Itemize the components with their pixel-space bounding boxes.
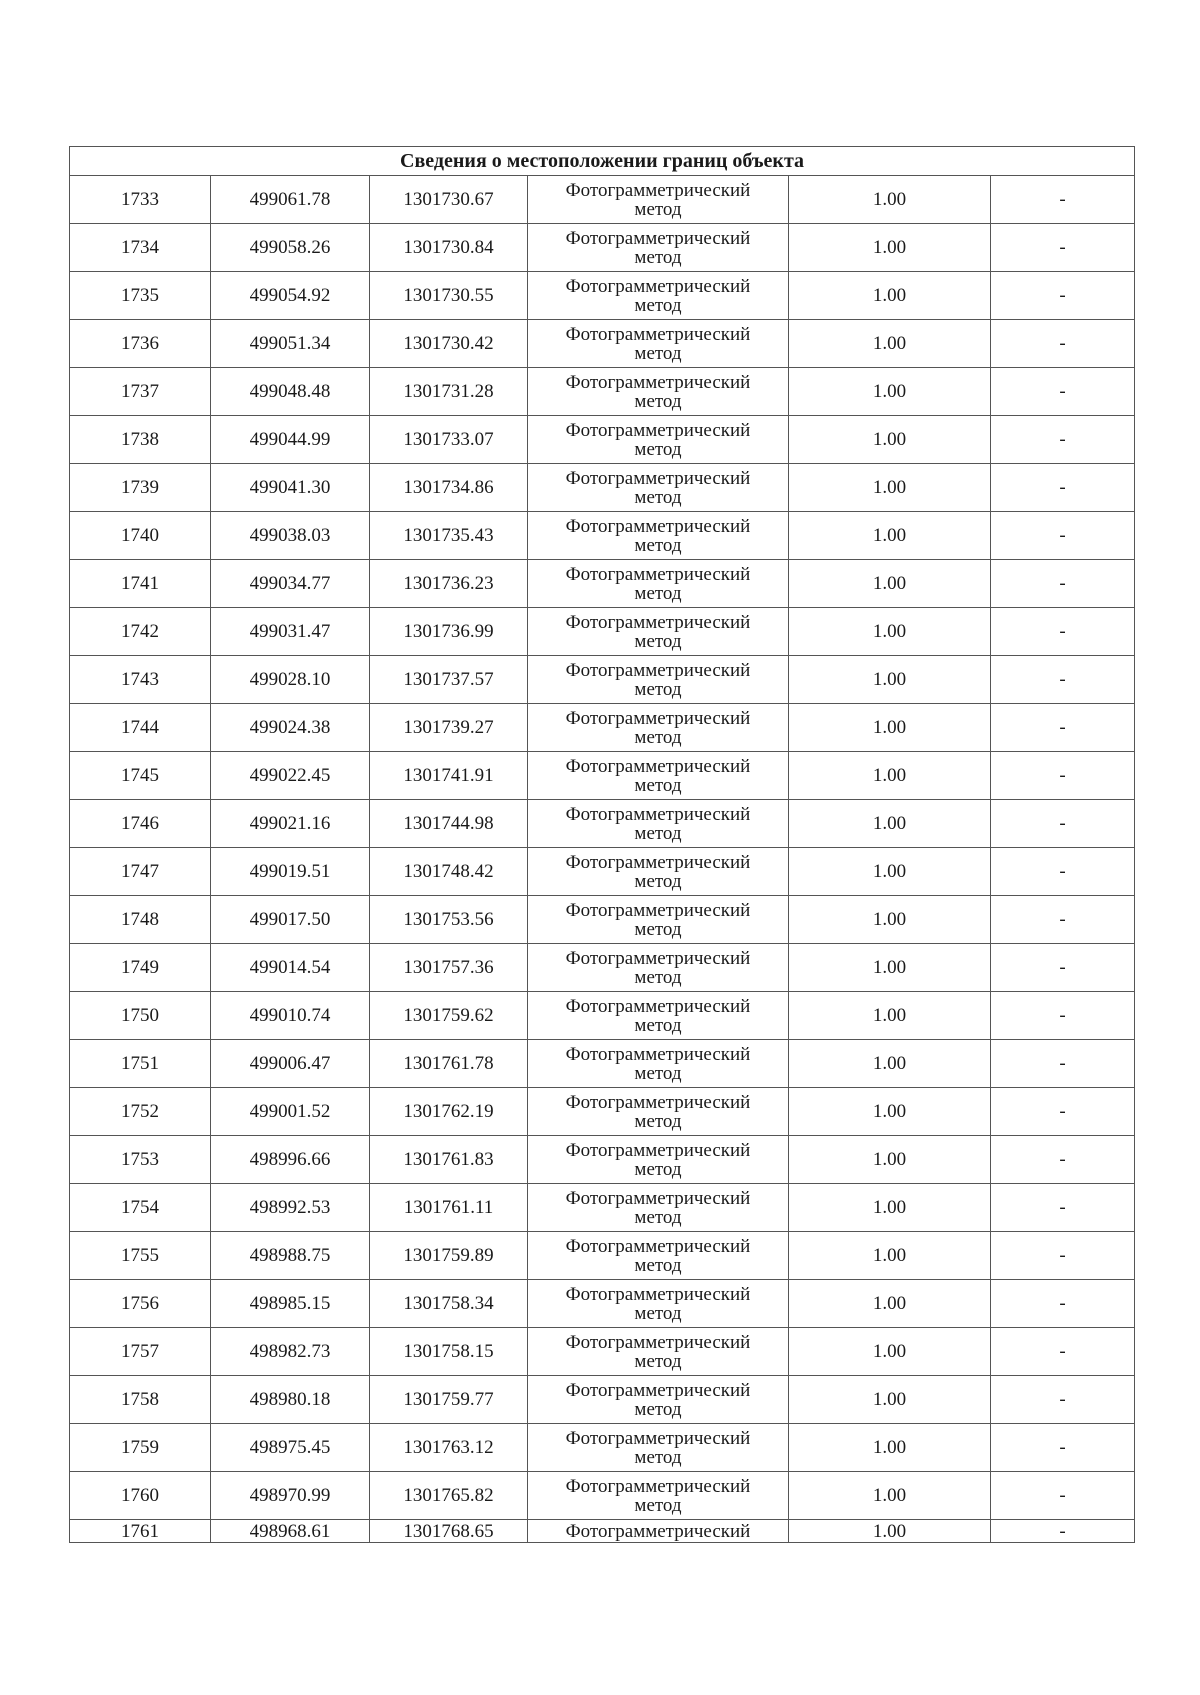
method-cell xyxy=(528,1376,789,1424)
method-text-line2: метод xyxy=(634,1158,682,1180)
method-text-line1: Фотограмметрический xyxy=(565,515,751,537)
method-text-line2: метод xyxy=(634,1110,682,1132)
x-coordinate-cell: 499058.26 xyxy=(211,224,370,272)
method-text-line1: Фотограмметрический xyxy=(565,803,751,825)
method-text-line2: метод xyxy=(634,678,682,700)
method-text-line1: Фотограмметрический xyxy=(565,1187,751,1209)
method-cell xyxy=(528,656,789,704)
x-coordinate-cell: 499038.03 xyxy=(211,512,370,560)
method-cell xyxy=(528,1424,789,1472)
description-cell: - xyxy=(991,656,1135,704)
accuracy-cell: 1.00 xyxy=(789,1280,991,1328)
description-cell: - xyxy=(991,752,1135,800)
point-number-cell: 1737 xyxy=(70,368,211,416)
method-cell xyxy=(528,608,789,656)
point-number-cell: 1736 xyxy=(70,320,211,368)
method-text-line2: метод xyxy=(634,774,682,796)
y-coordinate-cell: 1301765.82 xyxy=(370,1472,528,1520)
table-row xyxy=(70,896,1135,944)
x-coordinate-cell: 499051.34 xyxy=(211,320,370,368)
x-coordinate-cell: 499017.50 xyxy=(211,896,370,944)
point-number-cell: 1741 xyxy=(70,560,211,608)
x-coordinate-cell: 498992.53 xyxy=(211,1184,370,1232)
table-row xyxy=(70,704,1135,752)
description-cell: - xyxy=(991,1184,1135,1232)
table-row xyxy=(70,272,1135,320)
point-number-cell: 1750 xyxy=(70,992,211,1040)
x-coordinate-cell: 499054.92 xyxy=(211,272,370,320)
method-text-line2: метод xyxy=(634,1350,682,1372)
method-text-line1: Фотограмметрический xyxy=(565,371,751,393)
x-coordinate-cell: 498980.18 xyxy=(211,1376,370,1424)
method-text-line1: Фотограмметрический xyxy=(565,323,751,345)
method-cell xyxy=(528,1232,789,1280)
description-cell: - xyxy=(991,1232,1135,1280)
method-cell xyxy=(528,416,789,464)
table-row xyxy=(70,1184,1135,1232)
point-number-cell: 1757 xyxy=(70,1328,211,1376)
x-coordinate-cell: 499031.47 xyxy=(211,608,370,656)
method-cell xyxy=(528,704,789,752)
description-cell: - xyxy=(991,992,1135,1040)
method-text-line1: Фотограмметрический xyxy=(565,611,751,633)
y-coordinate-cell: 1301758.15 xyxy=(370,1328,528,1376)
y-coordinate-cell: 1301757.36 xyxy=(370,944,528,992)
description-cell: - xyxy=(991,416,1135,464)
accuracy-cell: 1.00 xyxy=(789,1040,991,1088)
accuracy-cell: 1.00 xyxy=(789,1424,991,1472)
method-text-line2: метод xyxy=(634,1494,682,1516)
method-text-line1: Фотограмметрический xyxy=(565,995,751,1017)
y-coordinate-cell: 1301730.55 xyxy=(370,272,528,320)
method-cell xyxy=(528,512,789,560)
table-row xyxy=(70,944,1135,992)
x-coordinate-cell: 498968.61 xyxy=(211,1520,370,1543)
x-coordinate-cell: 499061.78 xyxy=(211,176,370,224)
method-text-line1: Фотограмметрический xyxy=(565,467,751,489)
x-coordinate-cell: 499014.54 xyxy=(211,944,370,992)
accuracy-cell: 1.00 xyxy=(789,1088,991,1136)
point-number-cell: 1745 xyxy=(70,752,211,800)
y-coordinate-cell: 1301753.56 xyxy=(370,896,528,944)
method-cell xyxy=(528,464,789,512)
method-text-line2: метод xyxy=(634,534,682,556)
method-cell xyxy=(528,176,789,224)
method-cell xyxy=(528,1472,789,1520)
method-text-line1: Фотограмметрический xyxy=(565,1043,751,1065)
method-text-line1: Фотограмметрический xyxy=(565,1427,751,1449)
y-coordinate-cell: 1301762.19 xyxy=(370,1088,528,1136)
accuracy-cell: 1.00 xyxy=(789,1376,991,1424)
point-number-cell: 1742 xyxy=(70,608,211,656)
accuracy-cell: 1.00 xyxy=(789,1136,991,1184)
y-coordinate-cell: 1301768.65 xyxy=(370,1520,528,1543)
accuracy-cell: 1.00 xyxy=(789,320,991,368)
x-coordinate-cell: 499024.38 xyxy=(211,704,370,752)
method-text-line1: Фотограмметрический xyxy=(565,563,751,585)
method-text-line2: метод xyxy=(634,1398,682,1420)
description-cell: - xyxy=(991,1088,1135,1136)
x-coordinate-cell: 499001.52 xyxy=(211,1088,370,1136)
y-coordinate-cell: 1301759.77 xyxy=(370,1376,528,1424)
x-coordinate-cell: 498985.15 xyxy=(211,1280,370,1328)
method-text-line1: Фотограмметрический xyxy=(565,275,751,297)
point-number-cell: 1748 xyxy=(70,896,211,944)
y-coordinate-cell: 1301761.78 xyxy=(370,1040,528,1088)
accuracy-cell: 1.00 xyxy=(789,1184,991,1232)
method-text-line2: метод xyxy=(634,1206,682,1228)
y-coordinate-cell: 1301731.28 xyxy=(370,368,528,416)
y-coordinate-cell: 1301735.43 xyxy=(370,512,528,560)
description-cell: - xyxy=(991,224,1135,272)
method-cell xyxy=(528,560,789,608)
point-number-cell: 1749 xyxy=(70,944,211,992)
y-coordinate-cell: 1301730.84 xyxy=(370,224,528,272)
method-cell xyxy=(528,1136,789,1184)
x-coordinate-cell: 499010.74 xyxy=(211,992,370,1040)
table-row xyxy=(70,1040,1135,1088)
table-row xyxy=(70,368,1135,416)
y-coordinate-cell: 1301758.34 xyxy=(370,1280,528,1328)
table-row xyxy=(70,1376,1135,1424)
method-text-line2: метод xyxy=(634,918,682,940)
accuracy-cell: 1.00 xyxy=(789,896,991,944)
method-text-line1: Фотограмметрический xyxy=(565,755,751,777)
method-text-line2: метод xyxy=(634,246,682,268)
method-text-line2: метод xyxy=(634,486,682,508)
method-cell xyxy=(528,848,789,896)
table-row xyxy=(70,464,1135,512)
method-cell xyxy=(528,1184,789,1232)
method-cell xyxy=(528,320,789,368)
accuracy-cell: 1.00 xyxy=(789,464,991,512)
method-text-line2: метод xyxy=(634,390,682,412)
description-cell: - xyxy=(991,896,1135,944)
point-number-cell: 1739 xyxy=(70,464,211,512)
y-coordinate-cell: 1301761.11 xyxy=(370,1184,528,1232)
x-coordinate-cell: 498982.73 xyxy=(211,1328,370,1376)
point-number-cell: 1734 xyxy=(70,224,211,272)
description-cell: - xyxy=(991,368,1135,416)
x-coordinate-cell: 499048.48 xyxy=(211,368,370,416)
method-text-line1: Фотограмметрический xyxy=(565,851,751,873)
point-number-cell: 1747 xyxy=(70,848,211,896)
table-row xyxy=(70,1136,1135,1184)
method-cell xyxy=(528,1328,789,1376)
x-coordinate-cell: 499022.45 xyxy=(211,752,370,800)
description-cell: - xyxy=(991,1040,1135,1088)
table-row xyxy=(70,560,1135,608)
method-cell xyxy=(528,800,789,848)
method-text-line2: метод xyxy=(634,630,682,652)
method-cell xyxy=(528,752,789,800)
method-text-line2: метод xyxy=(634,966,682,988)
accuracy-cell: 1.00 xyxy=(789,1328,991,1376)
point-number-cell: 1733 xyxy=(70,176,211,224)
method-text-line1: Фотограмметрический xyxy=(565,1235,751,1257)
description-cell: - xyxy=(991,944,1135,992)
description-cell: - xyxy=(991,1136,1135,1184)
accuracy-cell: 1.00 xyxy=(789,656,991,704)
method-text-line1: Фотограмметрический xyxy=(565,227,751,249)
accuracy-cell: 1.00 xyxy=(789,704,991,752)
point-number-cell: 1744 xyxy=(70,704,211,752)
y-coordinate-cell: 1301730.67 xyxy=(370,176,528,224)
point-number-cell: 1751 xyxy=(70,1040,211,1088)
accuracy-cell: 1.00 xyxy=(789,176,991,224)
table-title: Сведения о местоположении границ объекта xyxy=(70,147,1135,176)
description-cell: - xyxy=(991,1520,1135,1543)
method-text-line2: метод xyxy=(634,342,682,364)
table-body xyxy=(70,176,1135,1543)
method-cell xyxy=(528,272,789,320)
y-coordinate-cell: 1301759.62 xyxy=(370,992,528,1040)
accuracy-cell: 1.00 xyxy=(789,944,991,992)
method-text-line1: Фотограмметрический xyxy=(565,1091,751,1113)
method-cell xyxy=(528,992,789,1040)
method-text-line2: метод xyxy=(634,294,682,316)
method-text-line2: метод xyxy=(634,1014,682,1036)
point-number-cell: 1754 xyxy=(70,1184,211,1232)
method-cell xyxy=(528,1520,789,1543)
accuracy-cell: 1.00 xyxy=(789,560,991,608)
table-row xyxy=(70,1232,1135,1280)
table-row xyxy=(70,176,1135,224)
description-cell: - xyxy=(991,560,1135,608)
y-coordinate-cell: 1301741.91 xyxy=(370,752,528,800)
description-cell: - xyxy=(991,1280,1135,1328)
table-row xyxy=(70,800,1135,848)
method-text-line1: Фотограмметрический xyxy=(565,419,751,441)
x-coordinate-cell: 498988.75 xyxy=(211,1232,370,1280)
accuracy-cell: 1.00 xyxy=(789,800,991,848)
table-row xyxy=(70,1280,1135,1328)
method-text-line1: Фотограмметрический xyxy=(565,707,751,729)
description-cell: - xyxy=(991,464,1135,512)
y-coordinate-cell: 1301734.86 xyxy=(370,464,528,512)
table-row xyxy=(70,848,1135,896)
table-row xyxy=(70,416,1135,464)
x-coordinate-cell: 498975.45 xyxy=(211,1424,370,1472)
method-cell xyxy=(528,896,789,944)
point-number-cell: 1753 xyxy=(70,1136,211,1184)
method-text-line2: метод xyxy=(634,1446,682,1468)
point-number-cell: 1758 xyxy=(70,1376,211,1424)
method-text-line1: Фотограмметрический xyxy=(565,1139,751,1161)
point-number-cell: 1752 xyxy=(70,1088,211,1136)
description-cell: - xyxy=(991,1424,1135,1472)
method-text-line1: Фотограмметрический xyxy=(565,1331,751,1353)
y-coordinate-cell: 1301763.12 xyxy=(370,1424,528,1472)
accuracy-cell: 1.00 xyxy=(789,224,991,272)
x-coordinate-cell: 499021.16 xyxy=(211,800,370,848)
x-coordinate-cell: 499034.77 xyxy=(211,560,370,608)
accuracy-cell: 1.00 xyxy=(789,1520,991,1543)
table-row xyxy=(70,224,1135,272)
point-number-cell: 1743 xyxy=(70,656,211,704)
method-text-line2: метод xyxy=(634,1254,682,1276)
point-number-cell: 1738 xyxy=(70,416,211,464)
method-cell xyxy=(528,1088,789,1136)
x-coordinate-cell: 499044.99 xyxy=(211,416,370,464)
table-row xyxy=(70,1328,1135,1376)
method-cell xyxy=(528,1040,789,1088)
x-coordinate-cell: 498996.66 xyxy=(211,1136,370,1184)
method-text-line2: метод xyxy=(634,438,682,460)
table-row xyxy=(70,992,1135,1040)
x-coordinate-cell: 498970.99 xyxy=(211,1472,370,1520)
description-cell: - xyxy=(991,176,1135,224)
table-row xyxy=(70,320,1135,368)
y-coordinate-cell: 1301759.89 xyxy=(370,1232,528,1280)
method-text-line2: метод xyxy=(634,726,682,748)
point-number-cell: 1740 xyxy=(70,512,211,560)
y-coordinate-cell: 1301761.83 xyxy=(370,1136,528,1184)
table-row xyxy=(70,1424,1135,1472)
description-cell: - xyxy=(991,1376,1135,1424)
table-row xyxy=(70,656,1135,704)
accuracy-cell: 1.00 xyxy=(789,368,991,416)
description-cell: - xyxy=(991,848,1135,896)
method-text-line2: метод xyxy=(634,1062,682,1084)
point-number-cell: 1756 xyxy=(70,1280,211,1328)
method-text-line1: Фотограмметрический xyxy=(565,1520,751,1542)
point-number-cell: 1755 xyxy=(70,1232,211,1280)
method-text-line1: Фотограмметрический xyxy=(565,659,751,681)
description-cell: - xyxy=(991,608,1135,656)
method-cell xyxy=(528,224,789,272)
method-text-line2: метод xyxy=(634,198,682,220)
x-coordinate-cell: 499041.30 xyxy=(211,464,370,512)
method-text-line1: Фотограмметрический xyxy=(565,899,751,921)
method-text-line2: метод xyxy=(634,822,682,844)
y-coordinate-cell: 1301736.23 xyxy=(370,560,528,608)
accuracy-cell: 1.00 xyxy=(789,848,991,896)
method-text-line2: метод xyxy=(634,870,682,892)
boundary-coordinates-table xyxy=(69,146,1135,1543)
point-number-cell: 1760 xyxy=(70,1472,211,1520)
description-cell: - xyxy=(991,704,1135,752)
description-cell: - xyxy=(991,1328,1135,1376)
y-coordinate-cell: 1301748.42 xyxy=(370,848,528,896)
description-cell: - xyxy=(991,320,1135,368)
table-row xyxy=(70,752,1135,800)
method-cell xyxy=(528,944,789,992)
accuracy-cell: 1.00 xyxy=(789,752,991,800)
accuracy-cell: 1.00 xyxy=(789,272,991,320)
description-cell: - xyxy=(991,272,1135,320)
description-cell: - xyxy=(991,512,1135,560)
table-row xyxy=(70,1472,1135,1520)
method-text-line1: Фотограмметрический xyxy=(565,947,751,969)
y-coordinate-cell: 1301739.27 xyxy=(370,704,528,752)
accuracy-cell: 1.00 xyxy=(789,416,991,464)
description-cell: - xyxy=(991,800,1135,848)
point-number-cell: 1735 xyxy=(70,272,211,320)
table-row xyxy=(70,1520,1135,1543)
method-cell xyxy=(528,1280,789,1328)
point-number-cell: 1746 xyxy=(70,800,211,848)
method-text-line1: Фотограмметрический xyxy=(565,1379,751,1401)
table-title-row xyxy=(70,147,1135,176)
method-cell xyxy=(528,368,789,416)
description-cell: - xyxy=(991,1472,1135,1520)
point-number-cell: 1759 xyxy=(70,1424,211,1472)
table-row xyxy=(70,608,1135,656)
accuracy-cell: 1.00 xyxy=(789,1472,991,1520)
method-text-line1: Фотограмметрический xyxy=(565,179,751,201)
method-text-line2: метод xyxy=(634,1302,682,1324)
x-coordinate-cell: 499019.51 xyxy=(211,848,370,896)
accuracy-cell: 1.00 xyxy=(789,608,991,656)
method-text-line1: Фотограмметрический xyxy=(565,1475,751,1497)
accuracy-cell: 1.00 xyxy=(789,512,991,560)
x-coordinate-cell: 499006.47 xyxy=(211,1040,370,1088)
y-coordinate-cell: 1301737.57 xyxy=(370,656,528,704)
accuracy-cell: 1.00 xyxy=(789,1232,991,1280)
method-text-line2: метод xyxy=(634,582,682,604)
x-coordinate-cell: 499028.10 xyxy=(211,656,370,704)
y-coordinate-cell: 1301730.42 xyxy=(370,320,528,368)
y-coordinate-cell: 1301733.07 xyxy=(370,416,528,464)
table-row xyxy=(70,512,1135,560)
table-row xyxy=(70,1088,1135,1136)
y-coordinate-cell: 1301744.98 xyxy=(370,800,528,848)
method-text-line1: Фотограмметрический xyxy=(565,1283,751,1305)
point-number-cell: 1761 xyxy=(70,1520,211,1543)
y-coordinate-cell: 1301736.99 xyxy=(370,608,528,656)
accuracy-cell: 1.00 xyxy=(789,992,991,1040)
